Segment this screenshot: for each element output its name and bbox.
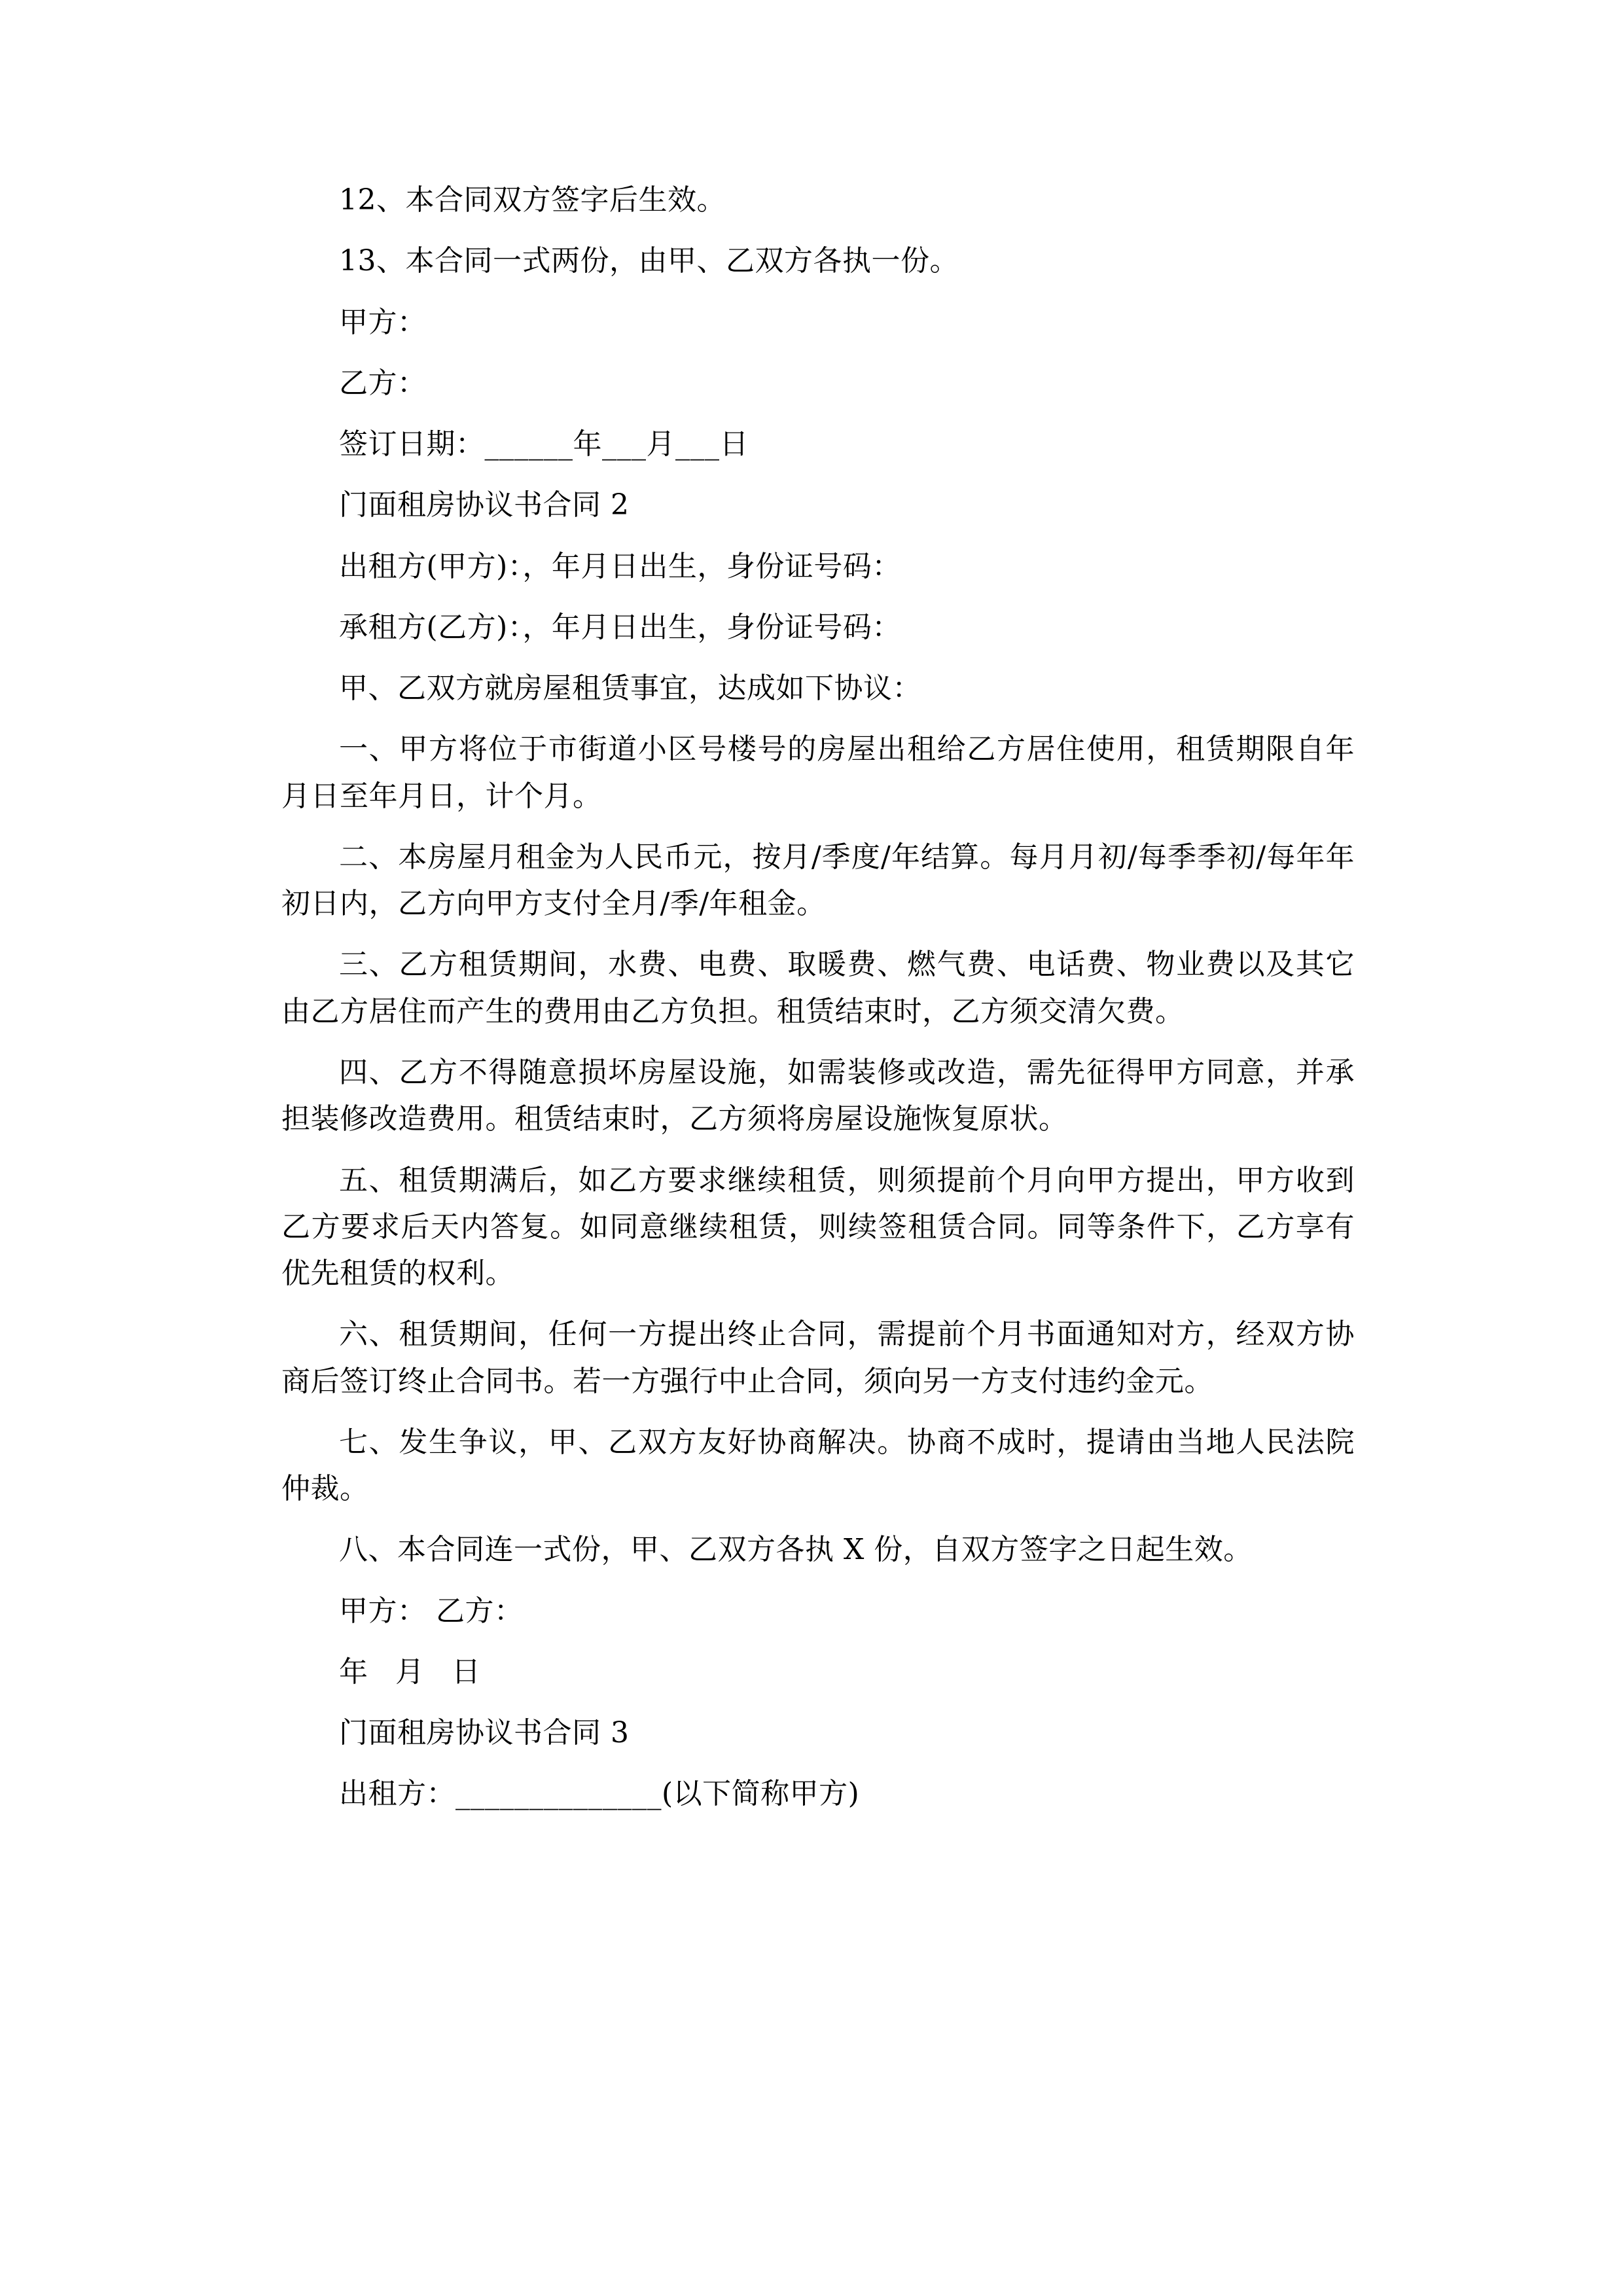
paragraph-lessor-blank: 出租方：______________(以下简称甲方) [339,1777,860,1811]
paragraph-agreement-intro: 甲、乙双方就房屋租赁事宜，达成如下协议： [339,672,921,706]
paragraph-clause-12: 12、本合同双方签字后生效。 [339,183,726,217]
paragraph-lessee-info: 承租方(乙方)：，年月日出生，身份证号码： [339,610,901,644]
paragraph-article-7: 七、发生争议，甲、乙双方友好协商解决。协商不成时，提请由当地人民法院仲裁。 [281,1425,1355,1506]
paragraph-article-1: 一、甲方将位于市街道小区号楼号的房屋出租给乙方居住使用，租赁期限自年月日至年月日，计个月。 [281,732,1355,813]
heading-contract-2: 门面租房协议书合同 2 [339,488,630,522]
paragraph-article-5: 五、租赁期满后，如乙方要求继续租赁，则须提前个月向甲方提出，甲方收到乙方要求后天内答复。如同意继续租赁，则续签租赁合同。同等条件下，乙方享有优先租赁的权利。 [281,1163,1355,1291]
paragraph-party-a-sign: 甲方： [339,305,427,339]
paragraph-article-6: 六、租赁期间，任何一方提出终止合同，需提前个月书面通知对方，经双方协商后签订终止合同书。若一方强行中止合同，须向另一方支付违约金元。 [281,1318,1355,1398]
paragraph-article-8: 八、本合同连一式份，甲、乙双方各执 X 份，自双方签字之日起生效。 [339,1533,1253,1567]
paragraph-article-4: 四、乙方不得随意损坏房屋设施，如需装修或改造，需先征得甲方同意，并承担装修改造费用。租赁结束时，乙方须将房屋设施恢复原状。 [281,1055,1355,1136]
paragraph-party-b-sign: 乙方： [339,366,427,400]
document-body [281,177,1355,1832]
heading-contract-3: 门面租房协议书合同 3 [339,1716,630,1750]
paragraph-date-line: 年 月 日 [339,1655,490,1689]
paragraph-article-2: 二、本房屋月租金为人民币元，按月/季度/年结算。每月月初/每季季初/每年年初日内，乙方向甲方支付全月/季/年租金。 [281,840,1355,921]
paragraph-clause-13: 13、本合同一式两份，由甲、乙双方各执一份。 [339,244,959,278]
paragraph-sign-date: 签订日期：______年___月___日 [339,427,749,461]
paragraph-signature-line: 甲方： 乙方： [339,1594,524,1628]
paragraph-article-3: 三、乙方租赁期间，水费、电费、取暖费、燃气费、电话费、物业费以及其它由乙方居住而产生的费用由乙方负担。租赁结束时，乙方须交清欠费。 [281,948,1355,1028]
paragraph-lessor-info: 出租方(甲方)：，年月日出生，身份证号码： [339,549,901,583]
